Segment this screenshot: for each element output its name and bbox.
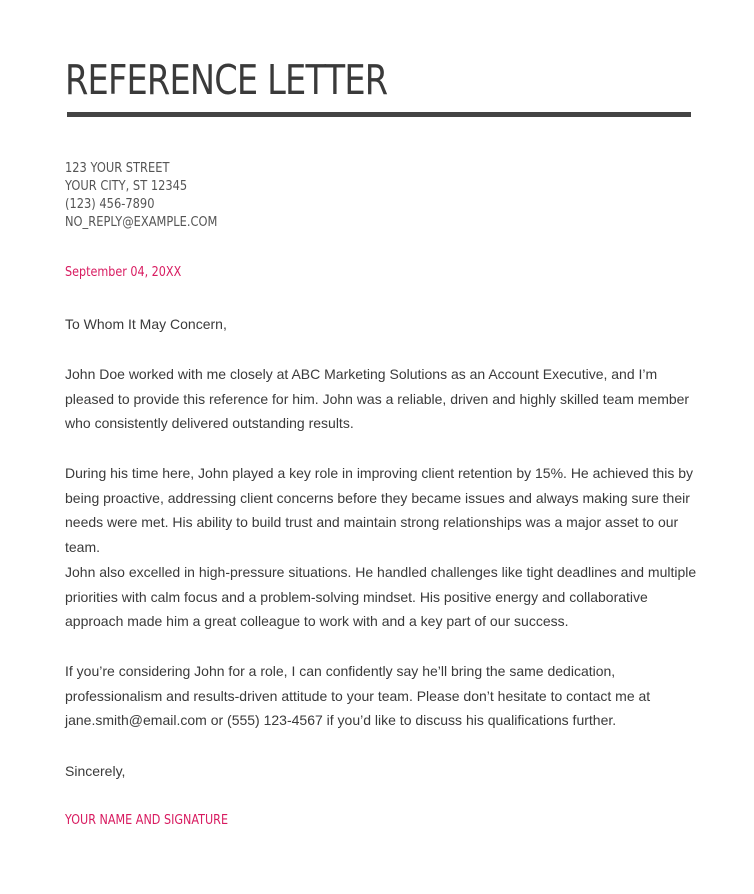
address-email: NO_REPLY@EXAMPLE.COM <box>65 215 218 230</box>
title-divider <box>67 112 691 117</box>
letter-title: REFERENCE LETTER <box>65 56 388 104</box>
letter-date: September 04, 20XX <box>65 265 182 280</box>
body-paragraph-4: If you’re considering John for a role, I can confidently say he’ll bring the same dedication, professionalism and results-driven attitude to your team. Please don’t hesitate to contact me at jane.smith@email.com or (555) 123-4567 if you’d like to discuss his qualifications further. <box>65 663 651 729</box>
sender-address <box>65 160 238 232</box>
address-phone: (123) 456-7890 <box>65 197 155 212</box>
address-city: YOUR CITY, ST 12345 <box>65 179 188 194</box>
address-street: 123 YOUR STREET <box>65 161 170 176</box>
salutation: To Whom It May Concern, <box>65 316 227 332</box>
body-paragraph-2: During his time here, John played a key role in improving client retention by 15%. He achieved this by being proactive, addressing client concerns before they became issues and always making sure their needs were met. His ability to build trust and maintain strong relationships was a major asset to our team. <box>65 465 693 555</box>
body-paragraph-1: John Doe worked with me closely at ABC Marketing Solutions as an Account Executive, and I’m pleased to provide this reference for him. John was a reliable, driven and highly skilled team member who consistently delivered outstanding results. <box>65 366 690 432</box>
closing: Sincerely, <box>65 763 126 779</box>
signature-line: YOUR NAME AND SIGNATURE <box>65 813 229 828</box>
body-paragraph-3: John also excelled in high-pressure situations. He handled challenges like tight deadlines and multiple priorities with calm focus and a problem-solving mindset. His positive energy and collaborative approach made him a great colleague to work with and a key part of our success. <box>65 564 697 630</box>
